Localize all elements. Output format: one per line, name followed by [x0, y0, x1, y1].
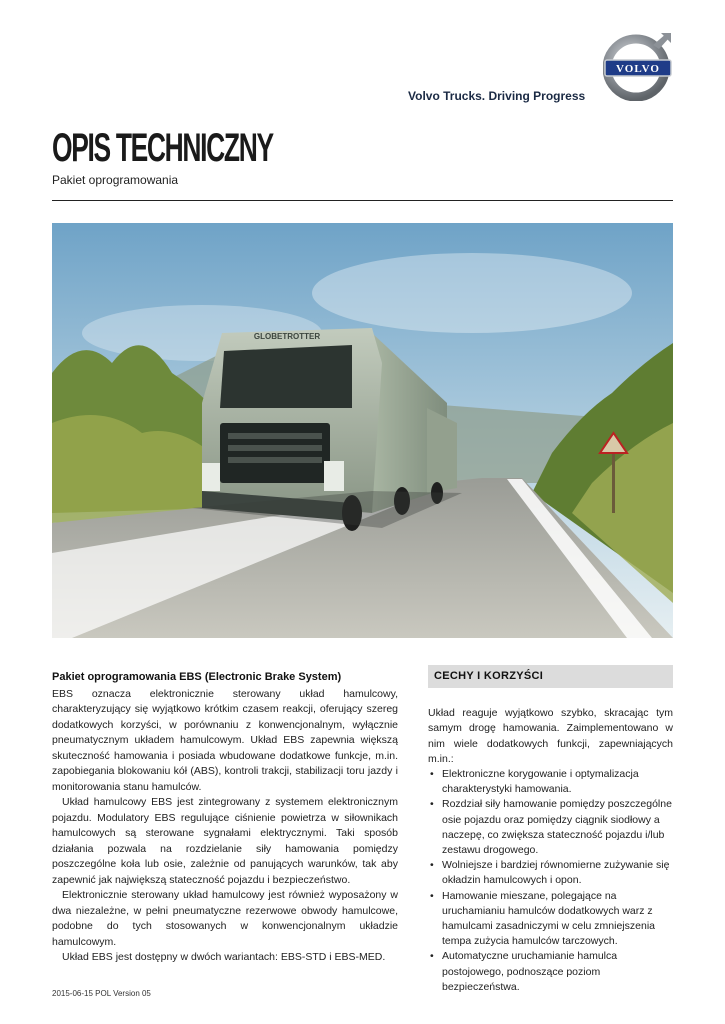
bullet-icon: • [430, 798, 434, 811]
paragraph: Elektronicznie sterowany układ hamulcowy jest również wyposażony w dwa niezależne, w pełni pneumatyczne rezerwowe obwody hamulcowe, podobne do tych stosowanych w konwencjonalnym układzie hamulcowym. [52, 889, 398, 948]
paragraph: Układ EBS jest dostępny w dwóch wariantach: EBS-STD i EBS-MED. [62, 951, 386, 963]
paragraph: EBS oznacza elektronicznie sterowany układ hamulcowy, charakteryzujący się wyjątkowo krótkim czasem reakcji, oferujący szereg dodatkowych korzyści, w porównaniu z konwencjonalnym, wyłącznie pneumatycznym układem hamulcowym. Układ EBS zapewnia większą skuteczność hamowania i posiada wbudowane dodatkowe funkcje, m.in. zapobiegania blokowaniu kół (ABS), kontroli trakcji, stabilizacji toru jazdy i monitorowania stanu hamulców. [52, 687, 398, 793]
header-divider [52, 200, 673, 201]
bullet-icon: • [430, 950, 434, 963]
paragraph: Układ hamulcowy EBS jest zintegrowany z systemem elektronicznym pojazdu. Modulatory EBS regulujące ciśnienie powietrza w siłownikach hamulcowych są sterowane sygnałami elektrycznymi. Taki sposób działania pozwala na rozdzielanie siły hamowania pomiędzy poszczególne koła lub osie, zależnie od panujących warunków, tak aby zapewnić jak największą stateczność pojazdu i bezpieczeństwo. [52, 796, 398, 886]
list-item-text: Rozdział siły hamowanie pomiędzy poszczególne osie pojazdu oraz pomiędzy ciągnik siodłowy a naczepę, co zwiększa stateczność pojazdu i/lub zestawu drogowego. [442, 798, 672, 857]
list-item-text: Automatyczne uruchamianie hamulca postojowego, podnoszące poziom bezpieczeństwa. [442, 950, 618, 993]
truck-visor-text: GLOBETROTTER [253, 332, 321, 341]
section-heading: Pakiet oprogramowania EBS (Electronic Brake System) [52, 671, 342, 683]
features-heading: CECHY I KORZYŚCI [428, 665, 673, 688]
list-item-text: Wolniejsze i bardziej równomierne zużywanie się okładzin hamulcowych i opon. [442, 859, 670, 887]
list-item [428, 889, 673, 950]
list-item [428, 858, 673, 888]
brand-tagline: Volvo Trucks. Driving Progress [408, 89, 586, 103]
list-item-text: Elektroniczne korygowanie i optymalizacja charakterystyki hamowania. [442, 768, 639, 796]
page-subtitle: Pakiet oprogramowania [52, 173, 179, 187]
bullet-icon: • [430, 859, 434, 872]
list-item [428, 767, 673, 797]
list-item [428, 797, 673, 858]
main-content [52, 670, 398, 966]
features-list [428, 767, 673, 995]
features-intro: Układ reaguje wyjątkowo szybko, skracając tym samym drogę hamowania. Zaimplementowano w nim wiele dodatkowych funkcji, zapewniających m.in.: [428, 707, 673, 765]
features-panel [428, 665, 673, 995]
logo-wordmark: VOLVO [616, 63, 660, 75]
page-title: OPIS TECHNICZNY [52, 126, 273, 170]
list-item-text: Hamowanie mieszane, polegające na uruchamianiu hamulców dodatkowych warz z hamulcami zasadniczymi w celu zmniejszenia tempa zużycia hamulców tarczowych. [442, 889, 655, 948]
volvo-logo [603, 31, 673, 101]
list-item [428, 949, 673, 995]
document-version: 2015-06-15 POL Version 05 [52, 989, 151, 998]
bullet-icon: • [430, 768, 434, 781]
hero-image [52, 223, 673, 638]
bullet-icon: • [430, 889, 434, 902]
